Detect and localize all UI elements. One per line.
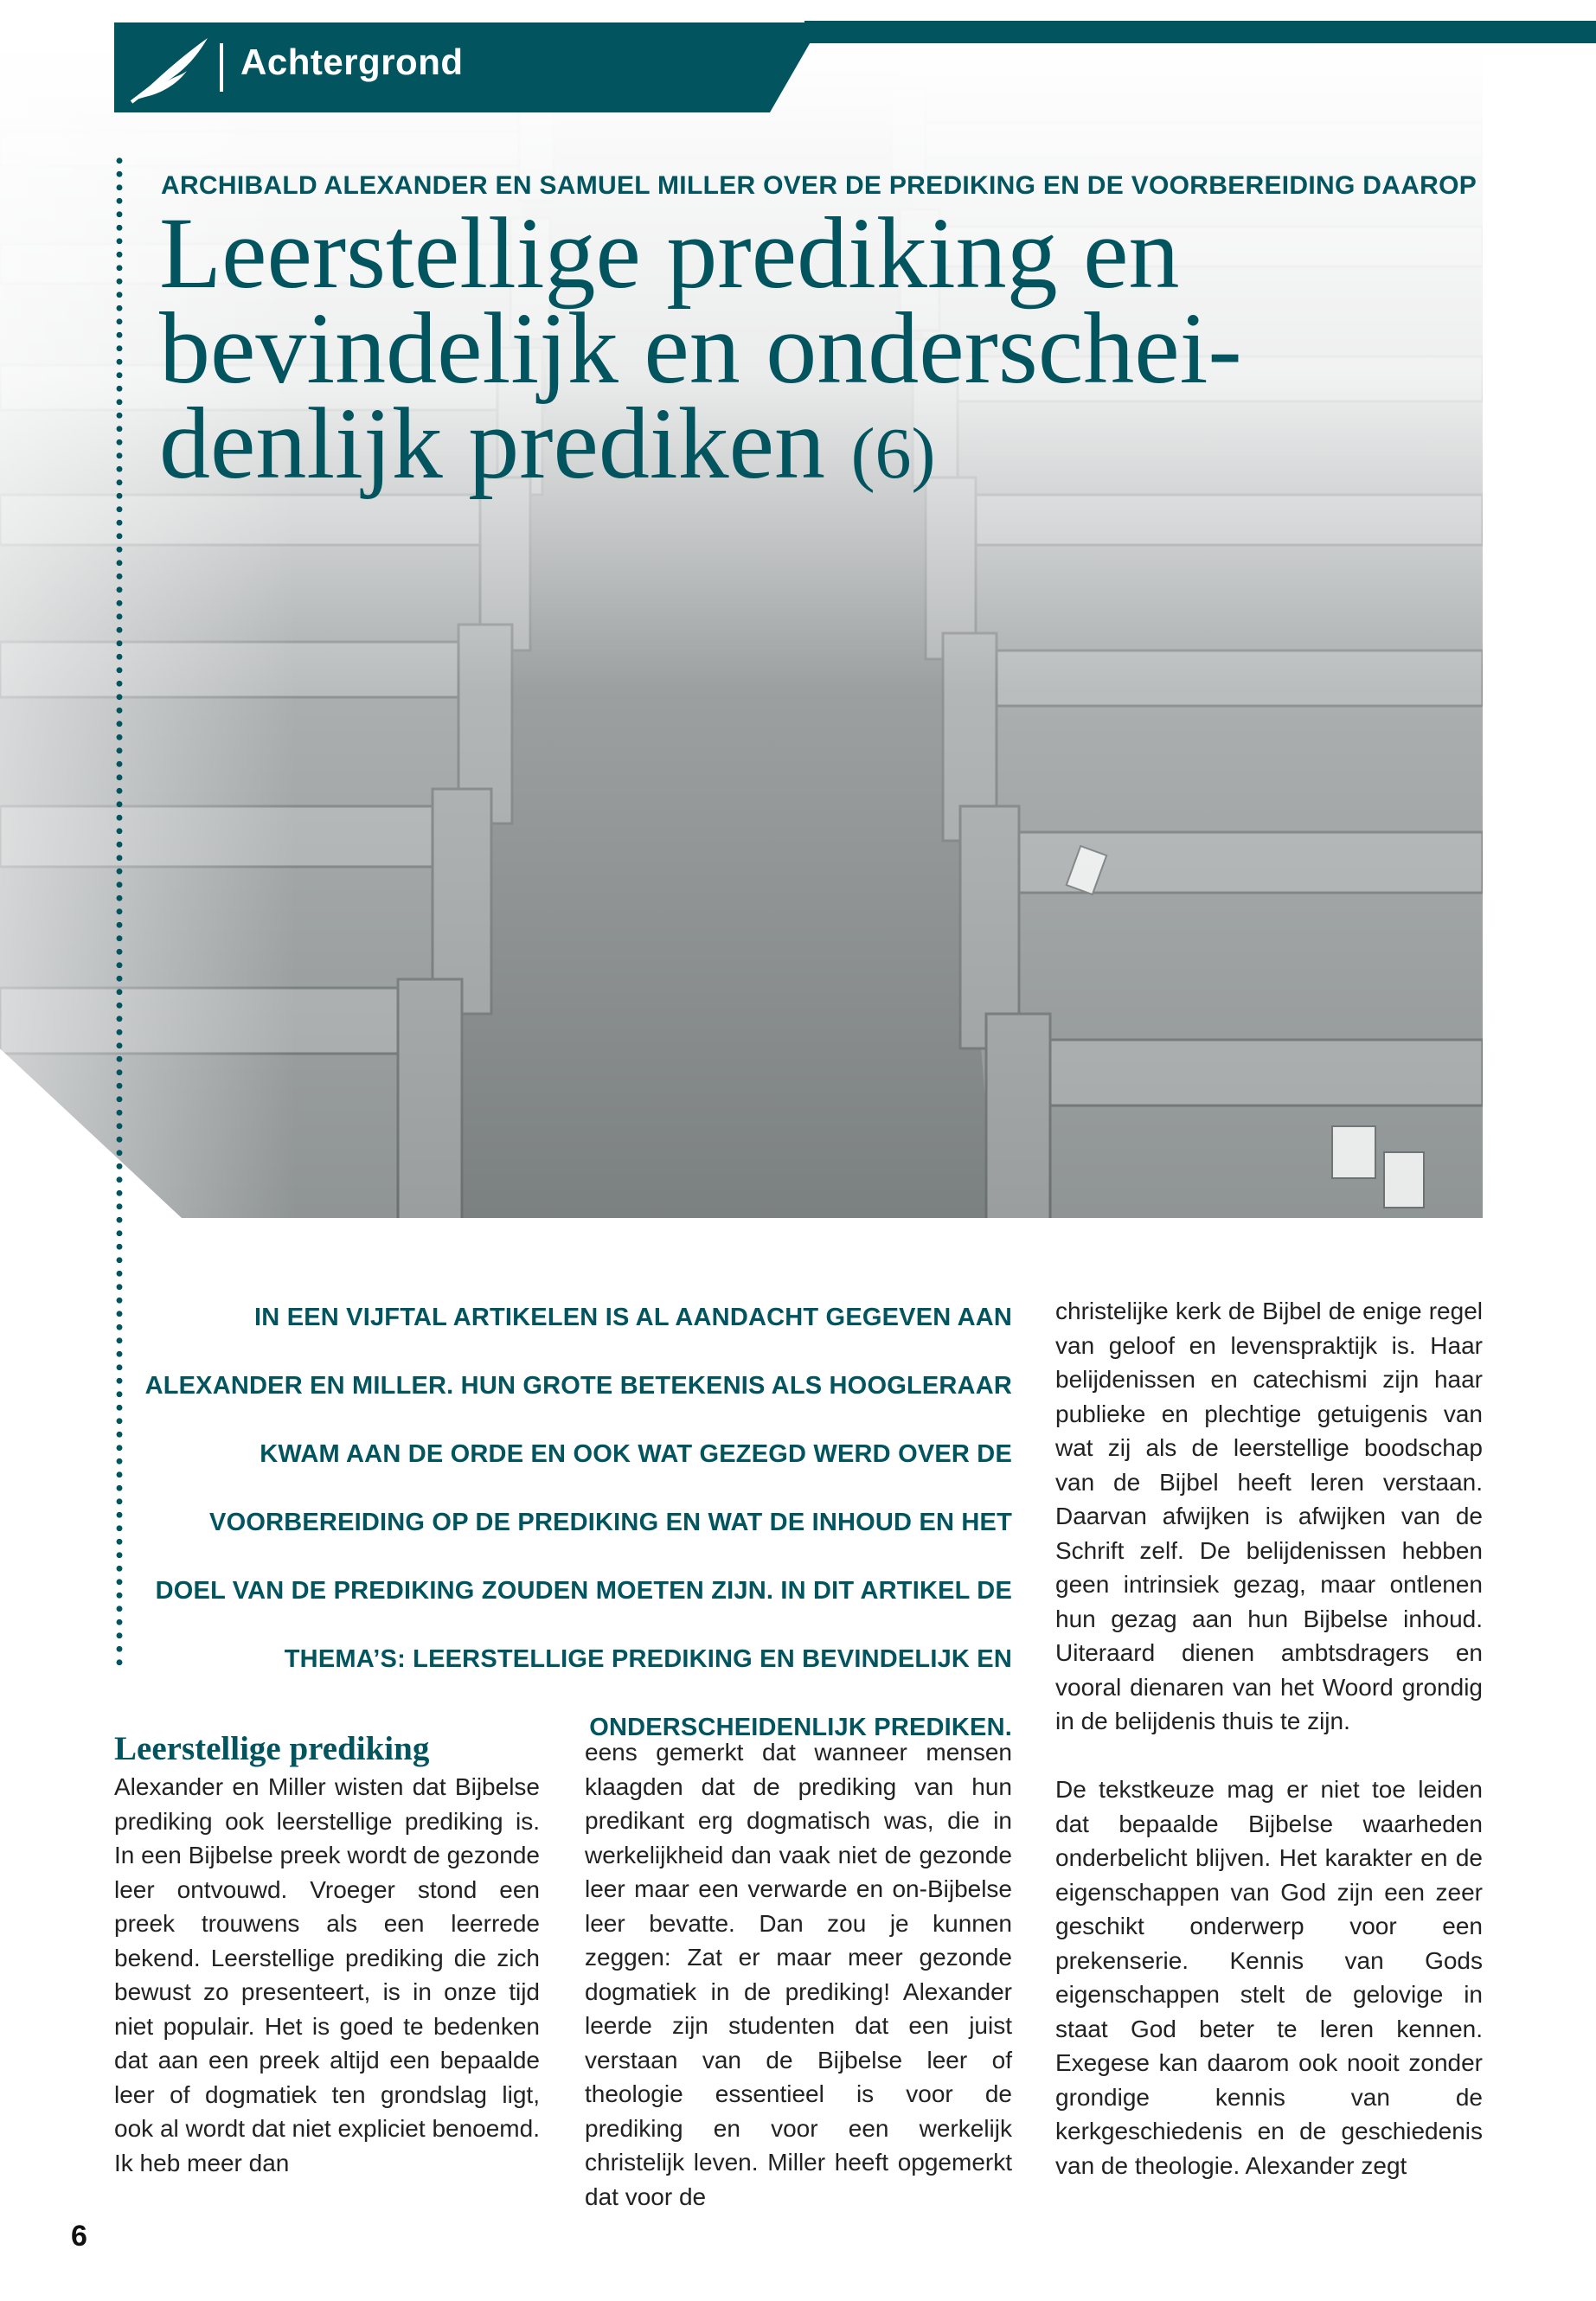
- dotted-vertical-rule: [116, 154, 123, 1670]
- title-series-number: (6): [850, 413, 936, 494]
- article-title: [159, 196, 1474, 502]
- title-line-1: Leerstellige prediking en: [159, 196, 1180, 310]
- title-line-3: denlijk prediken: [159, 387, 826, 500]
- subheading-leerstellige-prediking: Leerstellige prediking: [114, 1730, 430, 1767]
- section-header-divider: [220, 43, 223, 92]
- article-intro: IN EEN VIJFTAL ARTIKELEN IS AL AANDACHT GEGEVEN AAN ALEXANDER EN MILLER. HUN GROTE BETEKENIS ALS HOOGLERAAR KWAM AAN DE ORDE EN OOK WAT GEZEGD WERD OVER DE VOORBEREIDING OP DE PREDIKING EN WAT DE INHOUD EN HET DOEL VAN DE PREDIKING ZOUDEN MOETEN ZIJN. IN DIT ARTIKEL DE THEMA’S: LEERSTELLIGE PREDIKING EN BEVINDELIJK EN ONDERSCHEIDENLIJK PREDIKEN.: [144, 1304, 1012, 1741]
- section-header-tab: [114, 22, 822, 112]
- body-paragraph: christelijke kerk de Bijbel de enige regel van geloof en levenspraktijk is. Haar belijdenissen en catechismi zijn haar publieke en plechtige getuigenis van wat zij als de leerstellige boodschap van de Bijbel heeft leren verstaan. Daarvan afwijken is afwijken van de Schrift zelf. De belijdenissen hebben geen intrinsiek gezag, maar ontlenen hun gezag aan hun Bijbelse inhoud. Uiteraard dienen ambtsdragers en vooral dienaren van het Woord grondig in de belijdenis thuis te zijn.: [1055, 1298, 1483, 1734]
- title-line-2: bevindelijk en onderschei-: [159, 292, 1242, 405]
- body-paragraph: eens gemerkt dat wanneer mensen klaagden dat de prediking van hun predikant erg dogmatisch was, die in werkelijkheid dan vaak niet de gezonde leer maar een verwarde en on-Bijbelse leer bevatte. Dan zou je kunnen zeggen: Zat er maar meer gezonde dogmatiek in de prediking! Alexander leerde zijn studenten dat een juist verstaan van de Bijbelse leer of theologie essentieel is voor de prediking en voor een werkelijk christelijk leven. Miller heeft opgemerkt dat voor de: [585, 1739, 1012, 2210]
- body-paragraph: De tekstkeuze mag er niet toe leiden dat bepaalde Bijbelse waarheden onderbelicht blijven. Het karakter en de eigenschappen van God zijn een zeer geschikt onderwerp voor een prekenserie. Kennis van Gods eigenschappen stelt de gelovige in staat God beter te leren kennen. Exegese kan daarom ook nooit zonder grondige kennis van de kerkgeschiedenis en de geschiedenis van de theologie. Alexander zegt: [1055, 1776, 1483, 2179]
- body-paragraph: Alexander en Miller wisten dat Bijbelse prediking ook leerstellige prediking is. In een Bijbelse preek wordt de gezonde leer ontvouwd. Vroeger stond een preek trouwens als een leerrede bekend. Leerstellige prediking die zich bewust zo presenteert, is in onze tijd niet populair. Het is goed te bedenken dat aan een preek altijd een bepaalde leer of dogmatiek ten grondslag ligt, ook al wordt dat niet expliciet benoemd. Ik heb meer dan: [114, 1773, 540, 2176]
- section-label: Achtergrond: [240, 42, 464, 82]
- body-column-3: [1055, 1294, 1483, 2182]
- quill-feather-icon: [126, 33, 213, 106]
- page-number: 6: [71, 2220, 87, 2253]
- article-kicker: ARCHIBALD ALEXANDER EN SAMUEL MILLER OVER DE PREDIKING EN DE VOORBEREIDING DAAROP: [161, 171, 1477, 200]
- body-column-2: [585, 1735, 1012, 2214]
- top-accent-bar: [804, 21, 1596, 43]
- body-column-1: [114, 1730, 540, 2180]
